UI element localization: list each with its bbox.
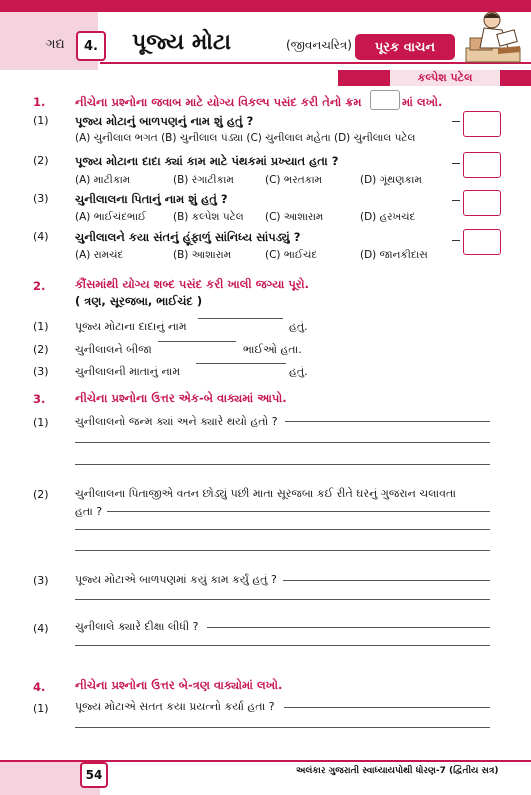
q3-item-4-number: (4)	[33, 622, 49, 635]
q3-number: 3.	[33, 392, 46, 406]
q1-item-2-answer-box[interactable]	[463, 152, 501, 178]
q4-item-1-question: પૂજ્ય મોટાએ સતત કયા પ્રયત્નો કર્યા હતા ?	[75, 700, 275, 713]
q1-item-4-option-a: (A) રામચંદ	[75, 249, 124, 261]
q1-item-3-question: ચુનીલાલના પિતાનું નામ શું હતું ?	[75, 192, 228, 206]
answer-box-sample	[370, 90, 400, 110]
q2-item-3-number: (3)	[33, 365, 49, 378]
q1-item-3-option-d: (D) હરખચંદ	[360, 211, 416, 223]
q1-heading-suffix: માં લખો.	[402, 95, 443, 109]
q1-item-2-question: પૂજ્ય મોટાના દાદા ક્યાં કામ માટે પંથકમાં પ્રખ્યાત હતા ?	[75, 154, 339, 168]
q3-item-1-number: (1)	[33, 416, 49, 429]
supplementary-reading-badge: પૂરક વાચન	[355, 34, 455, 60]
q3-item-1-question: ચુનીલાલનો જન્મ ક્યાં અને ક્યારે થયો હતો ?	[75, 415, 278, 428]
section-label: ગદ્ય	[46, 37, 65, 52]
q1-item-1-options: (A) ચુનીલાલ ભગત (B) ચુનીલાલ પંડ્યા (C) ચુનીલાલ મહેતા (D) ચુનીલાલ પટેલ	[75, 132, 416, 144]
answer-dash	[452, 121, 460, 122]
answer-line[interactable]	[75, 727, 490, 728]
answer-dash	[452, 200, 460, 201]
q3-item-3-question: પૂજ્ય મોટાએ બાળપણમાં કયું કામ કર્યું હતું ?	[75, 573, 277, 586]
answer-dash	[452, 163, 460, 164]
q2-item-1-blank[interactable]	[198, 318, 283, 319]
q2-item-1-number: (1)	[33, 320, 49, 333]
q1-item-1-number: (1)	[33, 114, 49, 127]
page-number: 54	[80, 762, 108, 788]
q2-word-bank: ( ત્રણ, સૂરજબા, ભાઈચંદ )	[75, 294, 203, 308]
q1-item-1-answer-box[interactable]	[463, 111, 501, 137]
q3-item-2-question: ચુનીલાલના પિતાજીએ વતન છોડ્યું પછી માતા સૂરજબા કઈ રીતે ઘરનું ગુજરાન ચલાવતા	[75, 487, 456, 500]
q4-heading: નીચેના પ્રશ્નોના ઉત્તર બે-ત્રણ વાક્યોમાં લખો.	[75, 678, 283, 692]
q2-heading: કૌંસમાંથી યોગ્ય શબ્દ પસંદ કરી ખાલી જગ્યા પૂરો.	[75, 277, 309, 291]
answer-line[interactable]	[75, 550, 490, 551]
answer-line[interactable]	[285, 421, 490, 422]
q1-number: 1.	[33, 95, 46, 109]
answer-line[interactable]	[75, 599, 490, 600]
q2-item-2-blank[interactable]	[158, 341, 236, 342]
q2-item-2-text: ચુનીલાલને બીજા	[75, 343, 152, 356]
q3-item-2-number: (2)	[33, 488, 49, 501]
q2-item-2-number: (2)	[33, 343, 49, 356]
q3-item-4-question: ચુનીલાલે ક્યારે દીક્ષા લીધી ?	[75, 620, 199, 633]
q1-item-2-option-a: (A) માટીકામ	[75, 174, 131, 186]
q1-item-4-option-b: (B) આશારામ	[173, 249, 232, 261]
header-top-band	[0, 0, 531, 12]
answer-dash	[452, 240, 460, 241]
q1-item-2-option-d: (D) ગૂંથણકામ	[360, 174, 422, 186]
answer-line[interactable]	[75, 529, 490, 530]
q2-item-1-suffix: હતું.	[289, 320, 308, 333]
q2-item-3-text: ચુનીલાલની માતાનું નામ	[75, 365, 181, 378]
q1-item-3-number: (3)	[33, 192, 49, 205]
q1-item-3-option-c: (C) આશારામ	[265, 211, 324, 223]
q2-item-1-text: પૂજ્ય મોટાના દાદાનું નામ	[75, 320, 187, 333]
answer-line[interactable]	[207, 627, 490, 628]
answer-line[interactable]	[75, 442, 490, 443]
reading-person-illustration	[462, 8, 524, 66]
q1-heading: નીચેના પ્રશ્નોના જવાબ માટે યોગ્ય વિકલ્પ પસંદ કરી તેનો ક્રમ	[75, 95, 362, 109]
q2-item-3-suffix: હતું.	[289, 365, 308, 378]
answer-line[interactable]	[75, 464, 490, 465]
q1-item-4-answer-box[interactable]	[463, 229, 501, 255]
q2-number: 2.	[33, 279, 46, 293]
q1-item-2-option-c: (C) ભરતકામ	[265, 174, 323, 186]
author-name: કલ્પેશ પટેલ	[390, 70, 500, 86]
genre-label: (જીવનચરિત્ર)	[286, 38, 352, 52]
q1-item-1-question: પૂજ્ય મોટાનું બાળપણનું નામ શું હતું ?	[75, 114, 254, 128]
q1-item-3-answer-box[interactable]	[463, 190, 501, 216]
q1-item-4-option-d: (D) જાનકીદાસ	[360, 249, 428, 261]
q1-item-4-question: ચુનીલાલને કયા સંતનું હૂંફાળું સાંનિધ્ય સાંપડ્યું ?	[75, 230, 301, 244]
q2-item-3-blank[interactable]	[196, 363, 286, 364]
q3-heading: નીચેના પ્રશ્નોના ઉત્તર એક-બે વાક્યમાં આપો.	[75, 391, 287, 405]
q1-item-2-number: (2)	[33, 154, 49, 167]
q1-item-3-option-a: (A) ભાઈચંદભાઈ	[75, 211, 147, 223]
q1-item-3-option-b: (B) કલ્પેશ પટેલ	[173, 211, 244, 223]
q4-item-1-number: (1)	[33, 702, 49, 715]
q1-item-2-option-b: (B) રંગાટીકામ	[173, 174, 234, 186]
book-title: અલંકાર ગુજરાતી સ્વાધ્યાયપોથી ધોરણ-7 (દ્વિતીય સત્ર)	[296, 766, 499, 776]
q4-number: 4.	[33, 680, 46, 694]
q1-item-4-option-c: (C) ભાઈચંદ	[265, 249, 318, 261]
page-title: પૂજ્ય મોટા	[132, 30, 232, 55]
answer-line[interactable]	[284, 707, 490, 708]
q2-item-2-suffix: ભાઈઓ હતા.	[243, 343, 302, 356]
answer-line[interactable]	[75, 645, 490, 646]
q3-item-3-number: (3)	[33, 574, 49, 587]
q3-item-2-question-cont: હતા ?	[75, 505, 103, 518]
chapter-number: 4.	[76, 31, 106, 61]
answer-line[interactable]	[107, 511, 490, 512]
q1-item-4-number: (4)	[33, 230, 49, 243]
answer-line[interactable]	[283, 580, 490, 581]
